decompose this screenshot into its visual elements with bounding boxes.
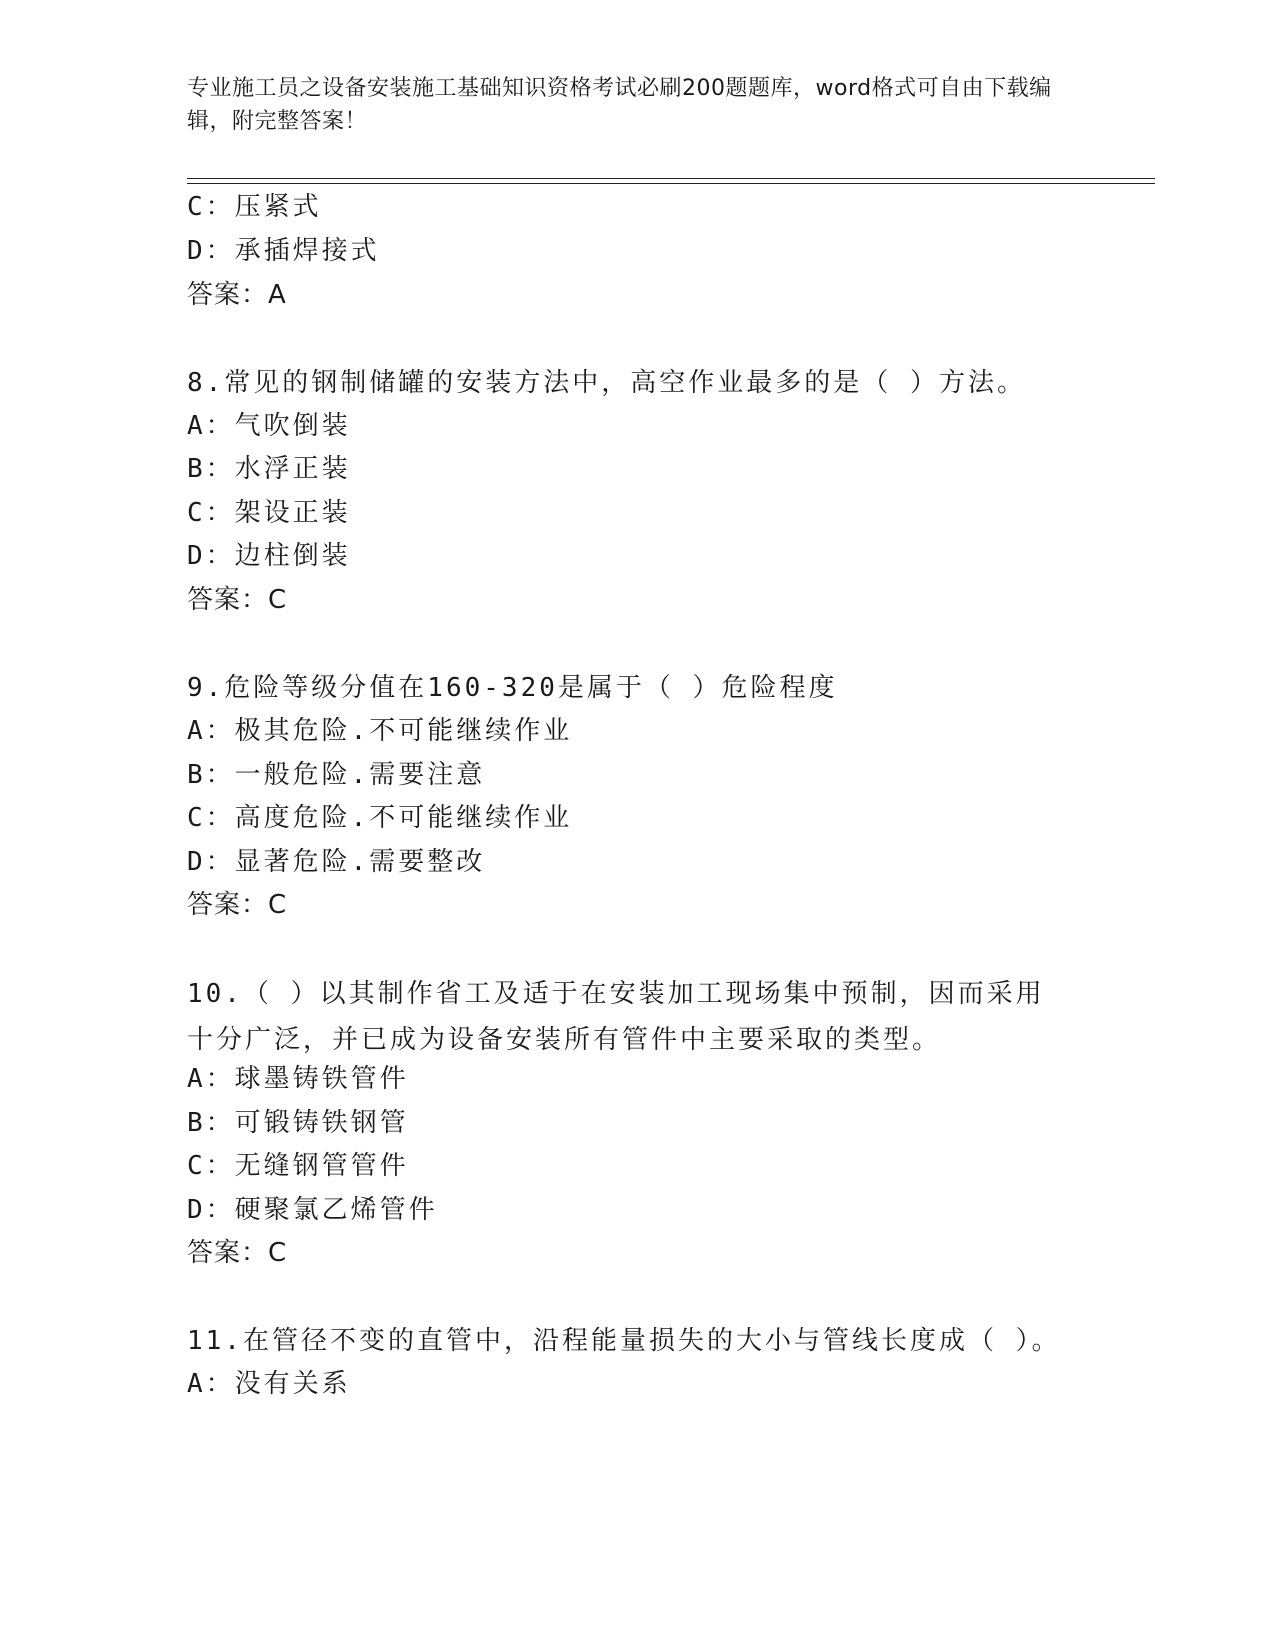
option-b: B：水浮正装: [187, 454, 351, 484]
option-c: C：架设正装: [187, 498, 351, 528]
question-stem: 9.危险等级分值在160-320是属于（ ）危险程度: [187, 673, 838, 703]
option-b: B：一般危险.需要注意: [187, 760, 486, 790]
question-stem: 8.常见的钢制储罐的安装方法中，高空作业最多的是（ ）方法。: [187, 368, 1026, 398]
option-d: D：承插焊接式: [187, 236, 380, 266]
document-header: 专业施工员之设备安装施工基础知识资格考试必刷200题题库，word格式可自由下载编辑，附完整答案！: [187, 76, 1052, 134]
option-d: D：显著危险.需要整改: [187, 847, 486, 877]
option-a: A：球墨铸铁管件: [187, 1064, 409, 1094]
answer-line: 答案：C: [187, 1238, 288, 1268]
question-stem: 10.（ ）以其制作省工及适于在安装加工现场集中预制，因而采用十分广泛，并已成为设备安装所有管件中主要采取的类型。: [187, 979, 1045, 1055]
option-d: D：边柱倒装: [187, 541, 351, 571]
answer-line: 答案：C: [187, 890, 288, 920]
option-c: C：压紧式: [187, 192, 322, 222]
option-a: A：极其危险.不可能继续作业: [187, 716, 573, 746]
question-stem: 11.在管径不变的直管中，沿程能量损失的大小与管线长度成（ ）。: [187, 1326, 1061, 1356]
option-b: B：可锻铸铁钢管: [187, 1108, 409, 1138]
answer-line: 答案：A: [187, 280, 287, 310]
option-a: A：气吹倒装: [187, 411, 351, 441]
option-a: A：没有关系: [187, 1369, 351, 1399]
header-divider-bottom: [187, 183, 1155, 184]
option-c: C：无缝钢管管件: [187, 1151, 409, 1181]
answer-line: 答案：C: [187, 585, 288, 615]
header-divider-top: [187, 178, 1155, 179]
option-d: D：硬聚氯乙烯管件: [187, 1195, 438, 1225]
option-c: C：高度危险.不可能继续作业: [187, 803, 573, 833]
